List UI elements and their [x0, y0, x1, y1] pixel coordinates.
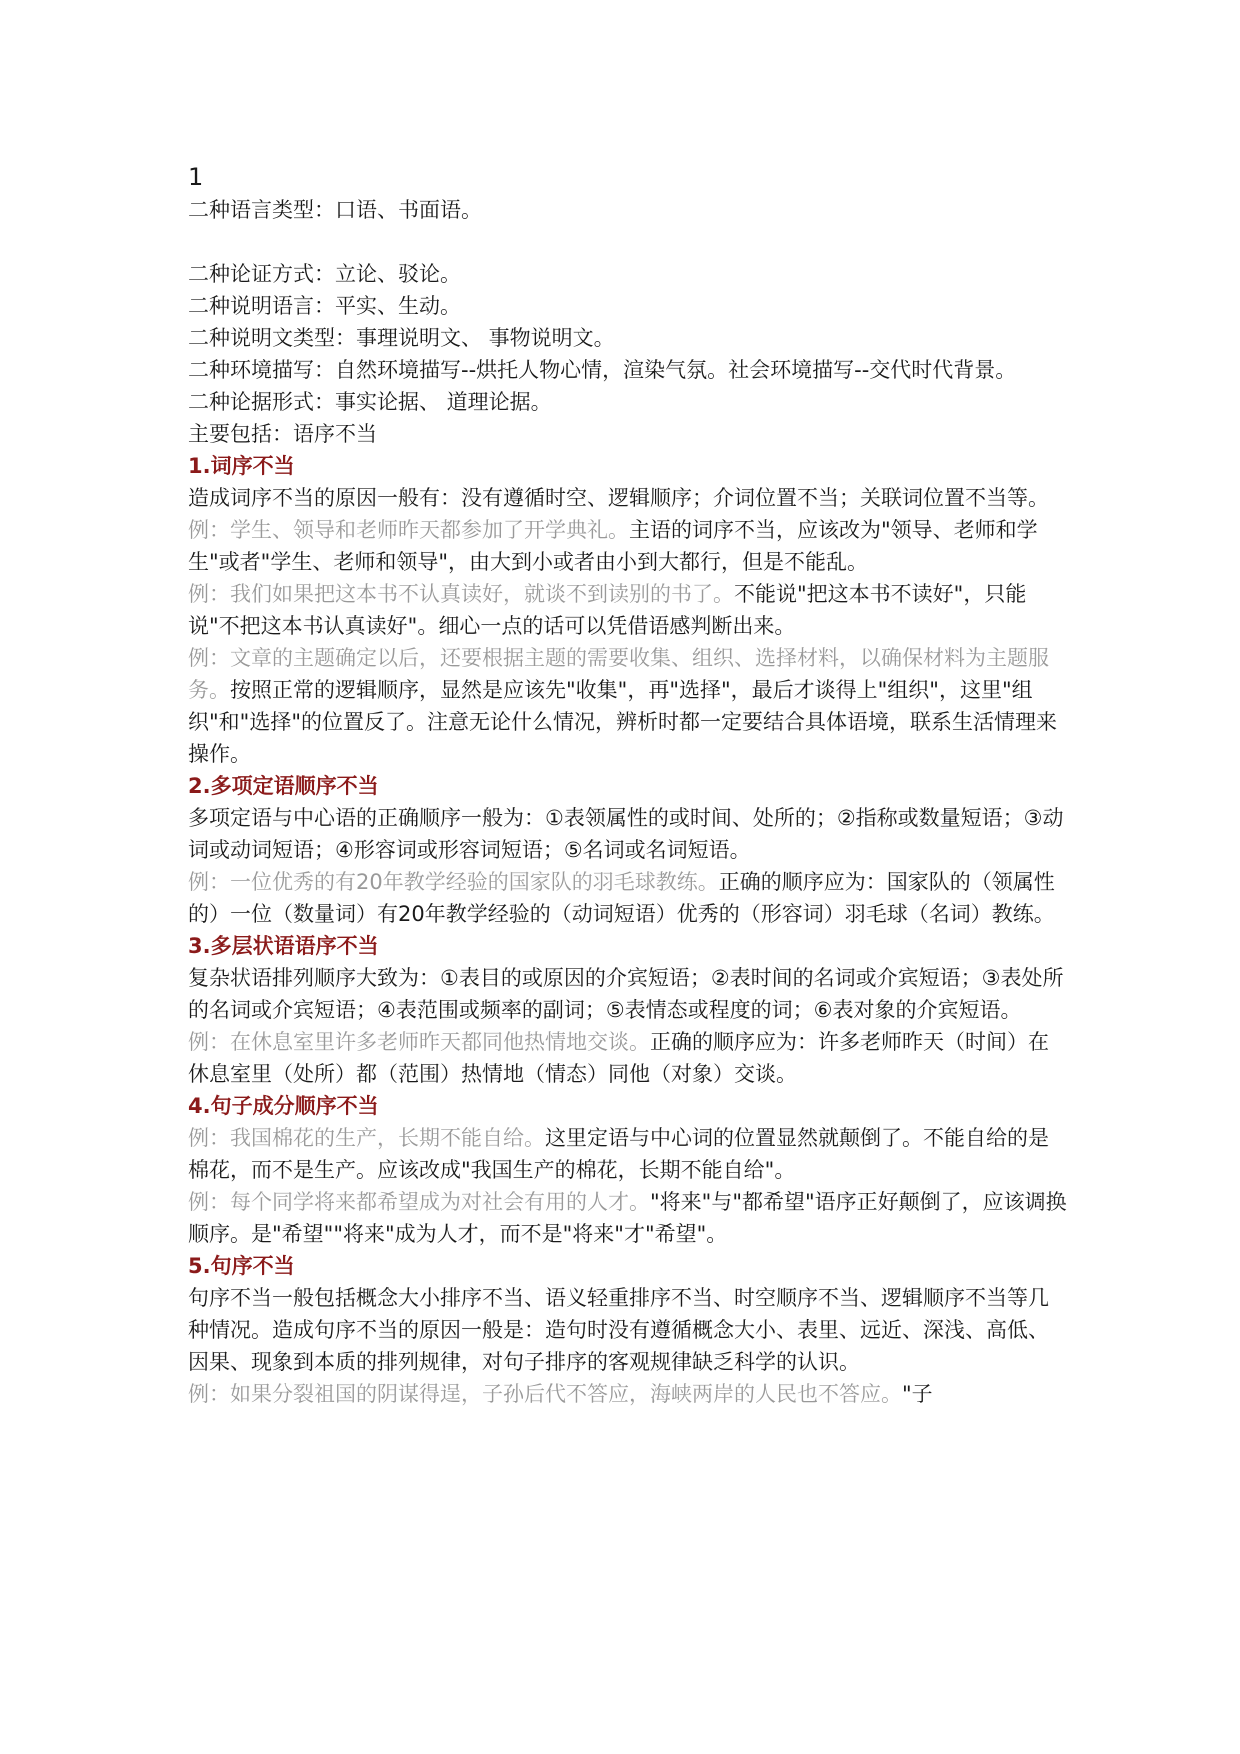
intro-line: 主要包括：语序不当	[188, 422, 377, 446]
example-explanation: 这里定语与中心词的位置显然就颠倒了。不能自给的是棉花，而不是生产。应该改成"我国生产的棉花，长期不能自给"。	[188, 1126, 1049, 1182]
example-text: 例：文章的主题确定以后，还要根据主题的需要收集、组织、选择材料，以确保材料为主题服务。	[188, 646, 1049, 702]
example-text: 例：我国棉花的生产，长期不能自给。	[188, 1126, 545, 1150]
example-paragraph	[188, 642, 1068, 770]
intro-line: 二种环境描写：自然环境描写--烘托人物心情，渲染气氛。社会环境描写--交代时代背景。	[188, 358, 1017, 382]
example-text: 例：一位优秀的有20年教学经验的国家队的羽毛球教练。	[188, 870, 719, 894]
example-explanation: 按照正常的逻辑顺序，显然是应该先"收集"，再"选择"，最后才谈得上"组织"，这里"组织"和"选择"的位置反了。注意无论什么情况，辨析时都一定要结合具体语境，联系生活情理来操作。	[188, 678, 1057, 766]
section-heading: 4.句子成分顺序不当	[188, 1094, 379, 1118]
blank-line	[188, 226, 1090, 258]
intro-line: 二种说明文类型：事理说明文、 事物说明文。	[188, 326, 615, 350]
example-explanation: "将来"与"都希望"语序正好颠倒了，应该调换顺序。是"希望""将来"成为人才，而不是"将来"才"希望"。	[188, 1190, 1067, 1246]
example-explanation: 正确的顺序应为：国家队的（领属性的）一位（数量词）有20年教学经验的（动词短语）优秀的（形容词）羽毛球（名词）教练。	[188, 870, 1055, 926]
section-body: 复杂状语排列顺序大致为：①表目的或原因的介宾短语；②表时间的名词或介宾短语；③表处所的名词或介宾短语；④表范围或频率的副词；⑤表情态或程度的词；⑥表对象的介宾短语。	[188, 966, 1064, 1022]
intro-line: 二种论证方式：立论、驳论。	[188, 262, 461, 286]
example-explanation: "子	[902, 1382, 933, 1406]
intro-line: 二种语言类型：口语、书面语。	[188, 198, 482, 222]
section-body: 造成词序不当的原因一般有：没有遵循时空、逻辑顺序；介词位置不当；关联词位置不当等。	[188, 486, 1049, 510]
section-heading: 5.句序不当	[188, 1254, 295, 1278]
example-paragraph	[188, 1186, 1068, 1250]
page-number: 1	[188, 163, 204, 191]
example-explanation: 主语的词序不当，应该改为"领导、老师和学生"或者"学生、老师和领导"，由大到小或者由小到大都行，但是不能乱。	[188, 518, 1038, 574]
example-text: 例：如果分裂祖国的阴谋得逞，子孙后代不答应，海峡两岸的人民也不答应。	[188, 1382, 902, 1406]
example-paragraph	[188, 866, 1068, 930]
intro-line: 二种说明语言：平实、生动。	[188, 294, 461, 318]
example-text: 例：我们如果把这本书不认真读好，就谈不到读别的书了。	[188, 582, 734, 606]
example-text: 例：学生、领导和老师昨天都参加了开学典礼。	[188, 518, 629, 542]
example-text: 例：在休息室里许多老师昨天都同他热情地交谈。	[188, 1030, 650, 1054]
section-heading: 2.多项定语顺序不当	[188, 774, 379, 798]
section-body: 句序不当一般包括概念大小排序不当、语义轻重排序不当、时空顺序不当、逻辑顺序不当等几种情况。造成句序不当的原因一般是：造句时没有遵循概念大小、表里、远近、深浅、高低、因果、现象到本质的排列规律，对句子排序的客观规律缺乏科学的认识。	[188, 1286, 1049, 1374]
example-paragraph	[188, 1026, 1068, 1090]
example-paragraph	[188, 1122, 1068, 1186]
example-text: 例：每个同学将来都希望成为对社会有用的人才。	[188, 1190, 650, 1214]
section-heading: 1.词序不当	[188, 454, 295, 478]
example-paragraph	[188, 1378, 1068, 1410]
section-body: 多项定语与中心语的正确顺序一般为：①表领属性的或时间、处所的；②指称或数量短语；③动词或动词短语；④形容词或形容词短语；⑤名词或名词短语。	[188, 806, 1064, 862]
example-explanation: 正确的顺序应为：许多老师昨天（时间）在休息室里（处所）都（范围）热情地（情态）同他（对象）交谈。	[188, 1030, 1049, 1086]
example-explanation: 不能说"把这本书不读好"，只能说"不把这本书认真读好"。细心一点的话可以凭借语感判断出来。	[188, 582, 1027, 638]
section-heading: 3.多层状语语序不当	[188, 934, 379, 958]
example-paragraph	[188, 514, 1068, 578]
example-paragraph	[188, 578, 1068, 642]
intro-line: 二种论据形式：事实论据、 道理论据。	[188, 390, 552, 414]
